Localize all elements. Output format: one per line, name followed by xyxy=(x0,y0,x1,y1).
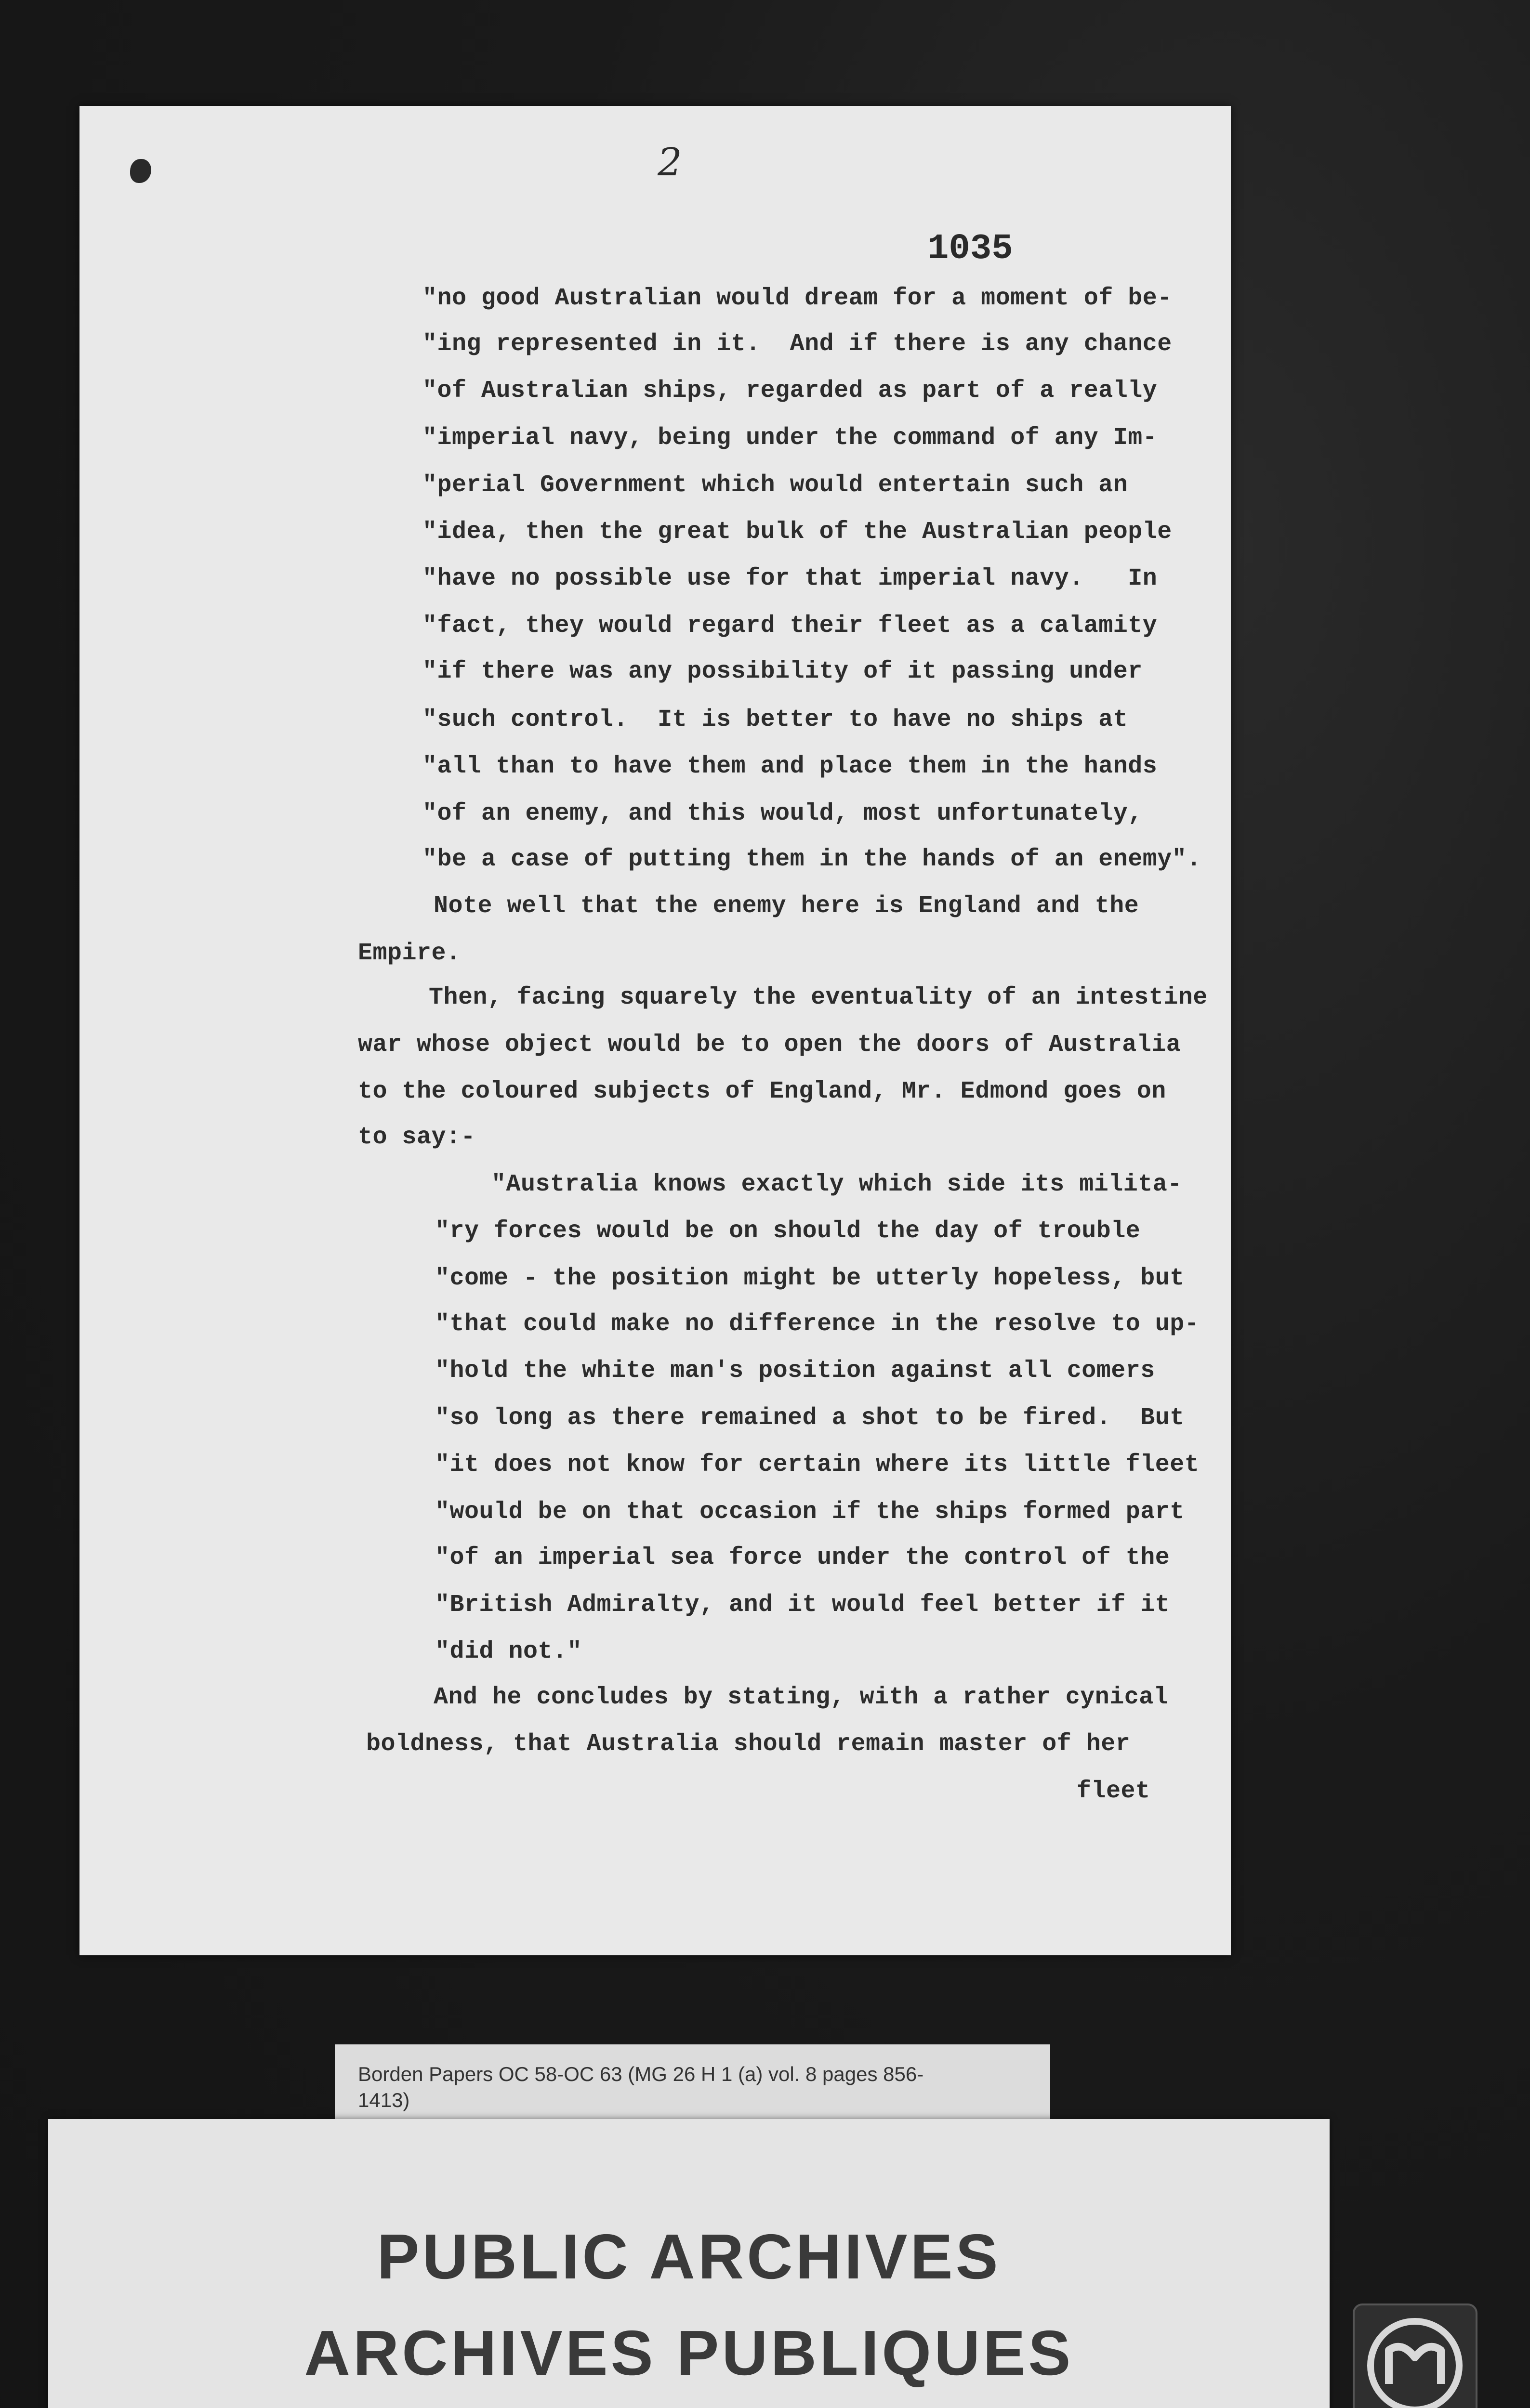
text-line: "no good Australian would dream for a moment of be- xyxy=(422,285,1172,312)
text-line: "of an enemy, and this would, most unfortunately, xyxy=(422,800,1143,827)
text-line: "British Admiralty, and it would feel better if it xyxy=(435,1591,1170,1619)
typed-document-page xyxy=(79,106,1231,1955)
text-line: "be a case of putting them in the hands of an enemy". xyxy=(422,846,1201,873)
text-line: "Australia knows exactly which side its milita- xyxy=(491,1171,1182,1198)
reference-label-line: 1413) xyxy=(358,2089,410,2111)
text-line: Then, facing squarely the eventuality of an intestine xyxy=(429,984,1208,1011)
text-line: "all than to have them and place them in the hands xyxy=(422,753,1158,780)
reference-label xyxy=(335,2044,1050,2119)
text-line: to the coloured subjects of England, Mr. Edmond goes on xyxy=(358,1078,1166,1105)
ink-blot xyxy=(130,159,151,183)
text-line: "of Australian ships, regarded as part of a really xyxy=(422,377,1158,405)
text-line: "that could make no difference in the resolve to up- xyxy=(435,1310,1200,1338)
text-line: war whose object would be to open the doors of Australia xyxy=(358,1031,1181,1059)
text-line: "ing represented in it. And if there is any chance xyxy=(422,330,1172,358)
text-line: boldness, that Australia should remain master of her xyxy=(366,1730,1131,1758)
archives-title-french: ARCHIVES PUBLIQUES xyxy=(304,2317,1074,2388)
text-line: "idea, then the great bulk of the Australian people xyxy=(422,518,1172,546)
text-line: Note well that the enemy here is England and the xyxy=(434,892,1139,920)
text-line: "imperial navy, being under the command of any Im- xyxy=(422,424,1158,452)
text-line: "did not." xyxy=(435,1638,582,1665)
reference-label-line: Borden Papers OC 58-OC 63 (MG 26 H 1 (a) vol. 8 pages 856- xyxy=(358,2063,924,2085)
text-line: And he concludes by stating, with a rather cynical xyxy=(434,1684,1169,1711)
text-line: "so long as there remained a shot to be fired. But xyxy=(435,1404,1185,1432)
text-line: "hold the white man's position against all comers xyxy=(435,1357,1155,1385)
page-number: 1035 xyxy=(927,229,1013,269)
microfilm-logo-icon xyxy=(1351,2302,1479,2408)
text-line: "come - the position might be utterly hopeless, but xyxy=(435,1265,1185,1292)
archives-title-english: PUBLIC ARCHIVES xyxy=(377,2221,1001,2292)
text-line: fleet xyxy=(1077,1778,1150,1805)
text-line: to say:- xyxy=(358,1124,476,1151)
text-line: "have no possible use for that imperial navy. In xyxy=(422,565,1158,592)
text-line: "fact, they would regard their fleet as a calamity xyxy=(422,612,1158,640)
text-line: "of an imperial sea force under the control of the xyxy=(435,1544,1170,1571)
text-line: "if there was any possibility of it passing under xyxy=(422,658,1143,685)
text-line: "would be on that occasion if the ships formed part xyxy=(435,1498,1185,1526)
text-line: "ry forces would be on should the day of trouble xyxy=(435,1217,1141,1245)
text-line: Empire. xyxy=(358,940,461,967)
text-line: "such control. It is better to have no ships at xyxy=(422,706,1128,733)
text-line: "perial Government which would entertain such an xyxy=(422,471,1128,499)
archives-card xyxy=(48,2119,1330,2408)
text-line: "it does not know for certain where its little fleet xyxy=(435,1451,1200,1479)
handwritten-page-number: 2 xyxy=(658,140,682,184)
